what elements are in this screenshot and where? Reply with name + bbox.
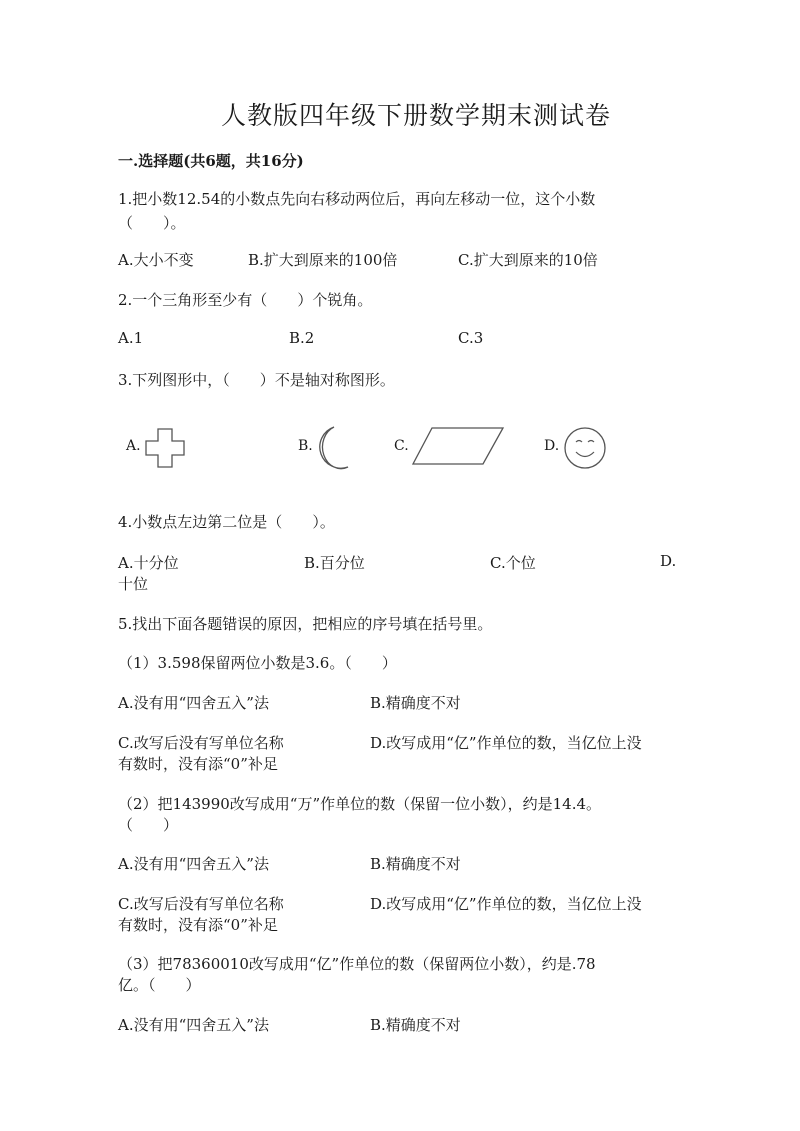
parallelogram-icon (410, 425, 506, 467)
q5-sub3-option-b: B.精确度不对 (370, 1016, 461, 1034)
cross-icon (144, 427, 186, 469)
question-1-blank: （ ）。 (118, 214, 186, 232)
q5-sub1-option-c: C.改写后没有写单位名称 (118, 734, 284, 752)
q4-option-b: B.百分位 (304, 554, 365, 572)
section-heading: 一.选择题(共6题，共16分) (118, 152, 304, 170)
q5-sub1-option-c-continued: 有数时，没有添“0”补足 (118, 755, 278, 773)
q5-sub2-option-d: D.改写成用“亿”作单位的数，当亿位上没 (370, 895, 642, 913)
q5-sub2-option-c: C.改写后没有写单位名称 (118, 895, 284, 913)
question-2-text: 2.一个三角形至少有（ ）个锐角。 (118, 291, 373, 309)
q1-option-b: B.扩大到原来的100倍 (248, 251, 398, 269)
question-3-text: 3.下列图形中，（ ）不是轴对称图形。 (118, 371, 395, 389)
q3-label-a: A. (126, 438, 141, 454)
q3-label-d: D. (544, 438, 560, 454)
q5-sub3-option-a: A.没有用“四舍五入”法 (118, 1016, 269, 1034)
q5-sub3-blank: 亿。（ ） (118, 976, 201, 994)
q4-option-a: A.十分位 (118, 554, 179, 572)
q4-option-d-continued: 十位 (118, 575, 149, 593)
q3-label-c: C. (394, 438, 409, 454)
question-4-text: 4.小数点左边第二位是（ ）。 (118, 513, 335, 531)
q5-sub2-text: （2）把143990改写成用“万”作单位的数（保留一位小数），约是14.4。 (118, 795, 602, 813)
page-title: 人教版四年级下册数学期末测试卷 (221, 101, 612, 130)
q4-option-c: C.个位 (490, 554, 536, 572)
q2-option-c: C.3 (458, 329, 484, 347)
q3-label-b: B. (298, 438, 313, 454)
question-5-text: 5.找出下面各题错误的原因，把相应的序号填在括号里。 (118, 615, 493, 633)
q5-sub1-option-d: D.改写成用“亿”作单位的数，当亿位上没 (370, 734, 642, 752)
q1-option-c: C.扩大到原来的10倍 (458, 251, 598, 269)
q5-sub2-option-b: B.精确度不对 (370, 855, 461, 873)
q5-sub2-option-c-continued: 有数时，没有添“0”补足 (118, 916, 278, 934)
q5-sub2-option-a: A.没有用“四舍五入”法 (118, 855, 269, 873)
question-1-text: 1.把小数12.54的小数点先向右移动两位后，再向左移动一位，这个小数 (118, 190, 596, 208)
q5-sub1-option-a: A.没有用“四舍五入”法 (118, 694, 269, 712)
q5-sub1-text: （1）3.598保留两位小数是3.6。（ ） (118, 654, 397, 672)
q5-sub3-text: （3）把78360010改写成用“亿”作单位的数（保留两位小数），约是.78 (118, 955, 596, 973)
q2-option-b: B.2 (289, 329, 315, 347)
q5-sub2-blank: （ ） (118, 816, 179, 834)
crescent-icon (314, 425, 354, 471)
q2-option-a: A.1 (118, 329, 144, 347)
q5-sub1-option-b: B.精确度不对 (370, 694, 461, 712)
q1-option-a: A.大小不变 (118, 251, 194, 269)
q4-option-d: D. (660, 552, 677, 570)
smiley-icon (562, 425, 608, 471)
